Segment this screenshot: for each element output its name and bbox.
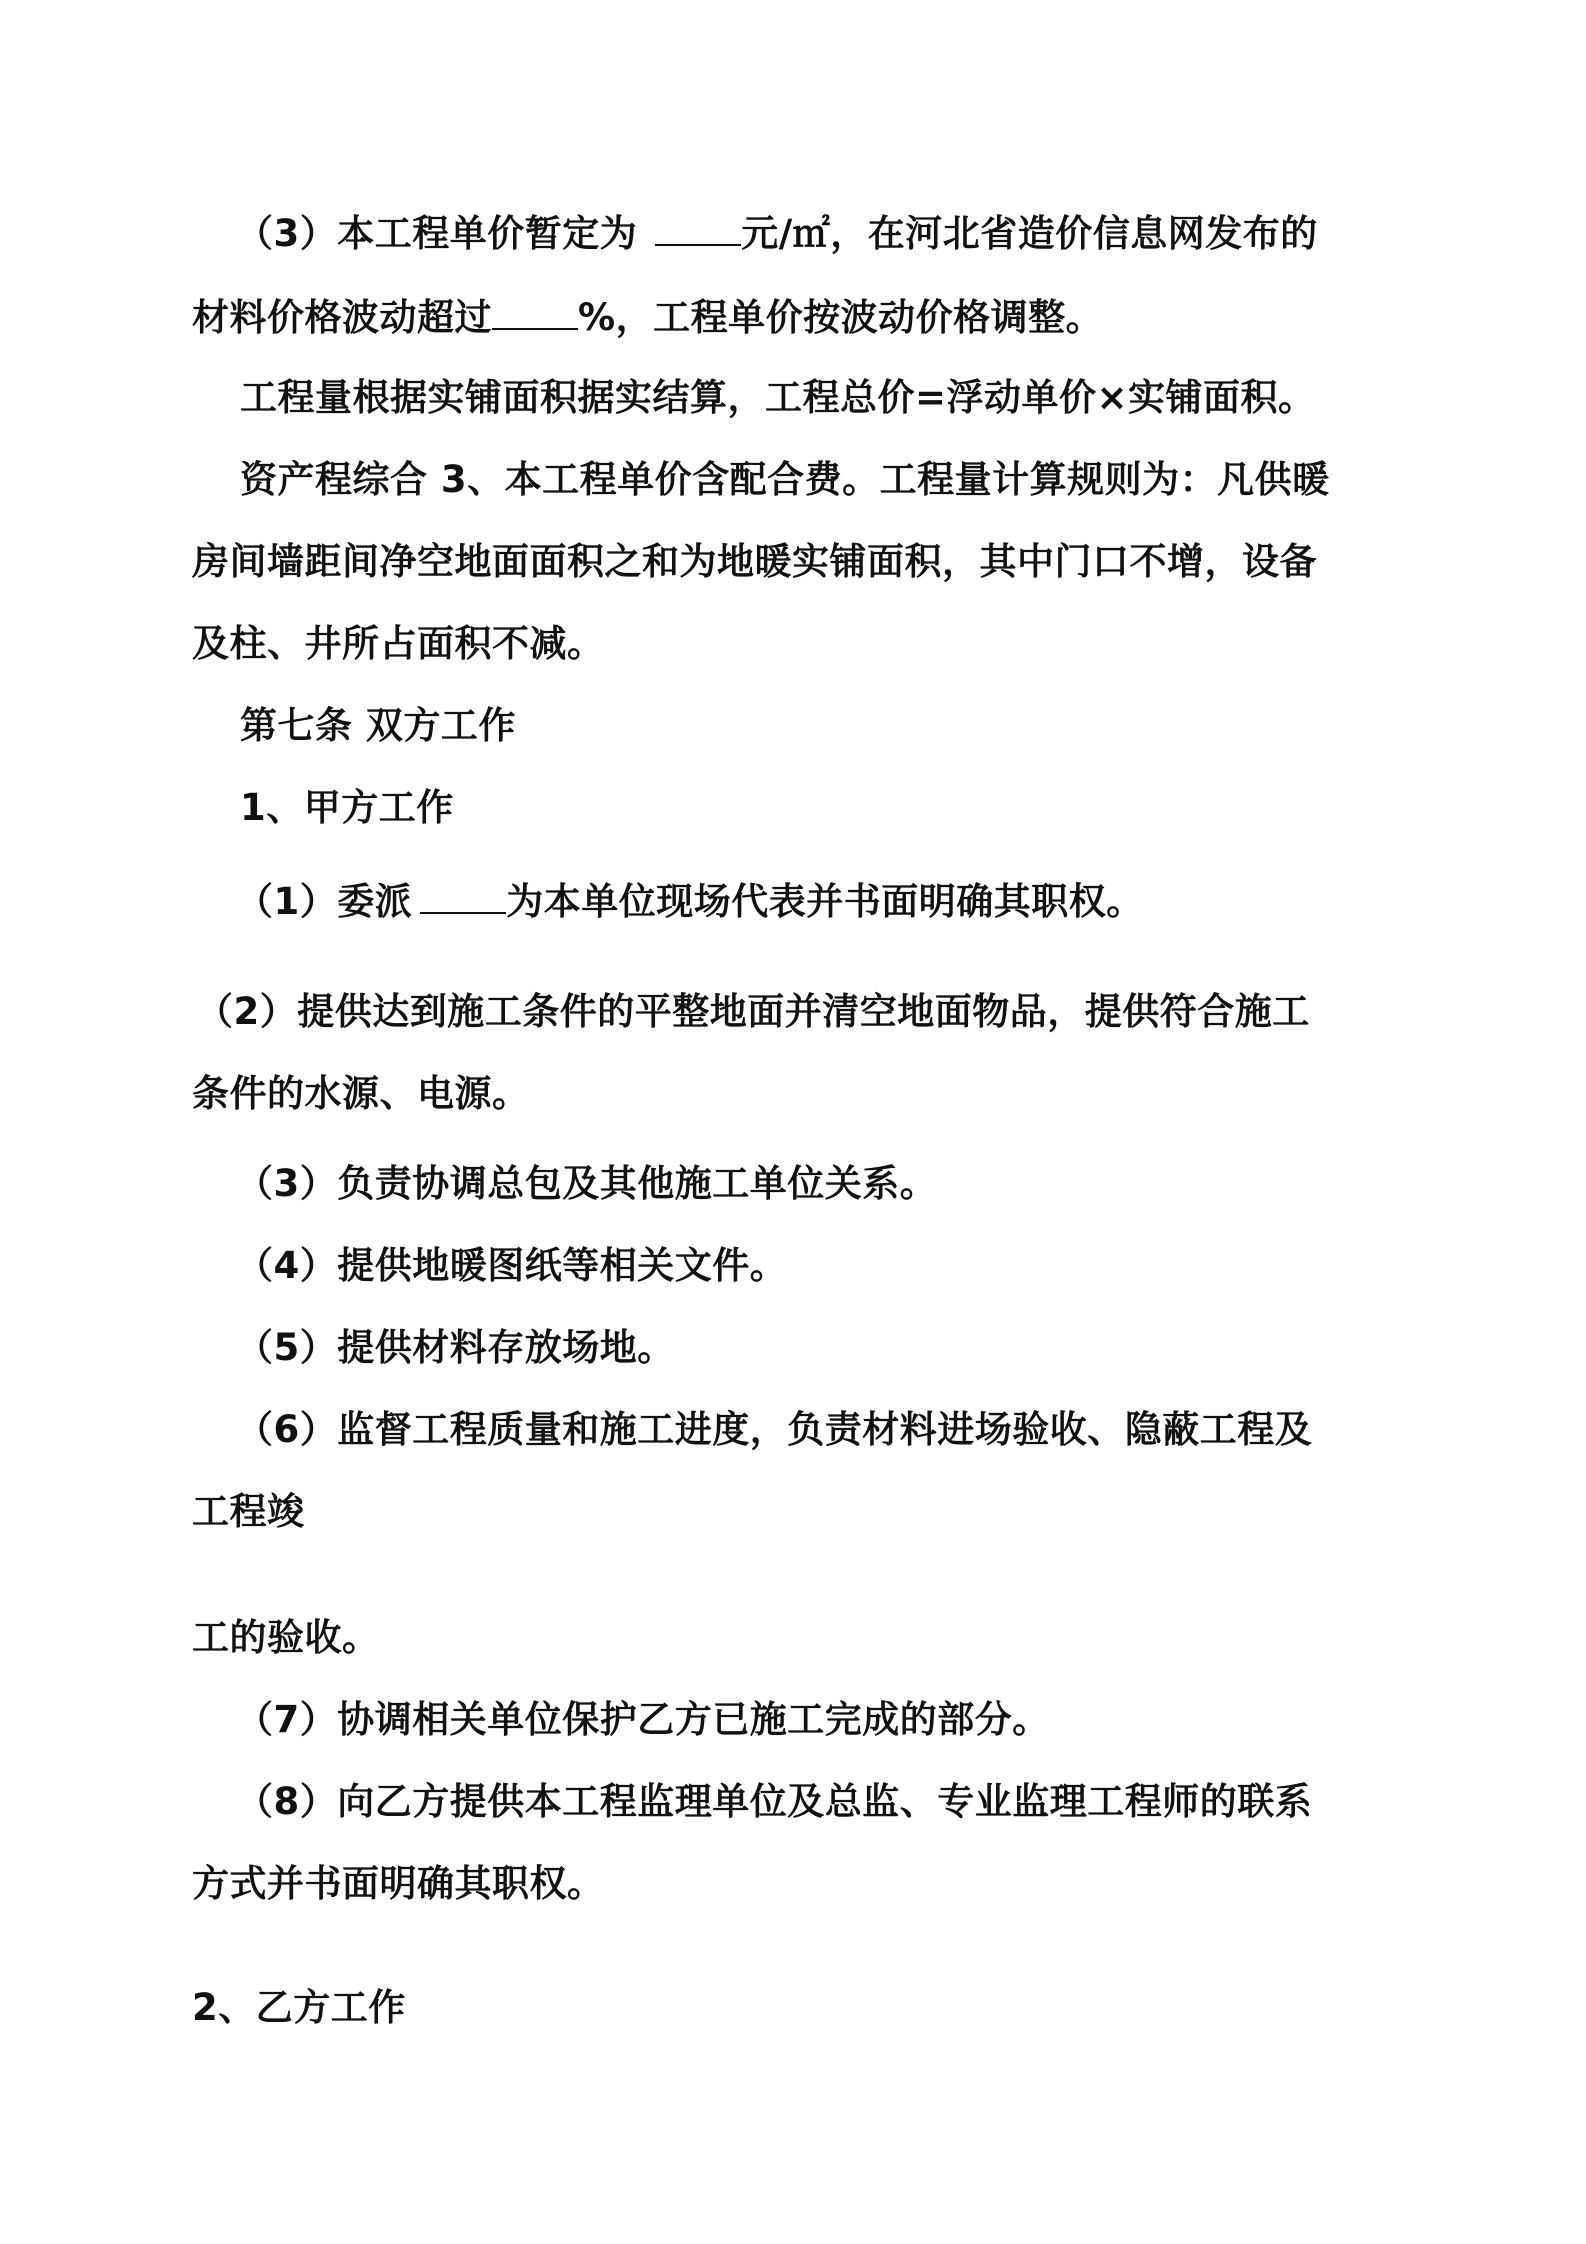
party-a-item-6-line-1: （6）监督工程质量和施工进度，负责材料进场验收、隐蔽工程及 [236, 1408, 1313, 1451]
item-3-text-a: （3）本工程单价暂定为 [236, 212, 638, 255]
unit-price-blank [655, 208, 741, 246]
party-a-item-8-line-2: 方式并书面明确其职权。 [192, 1862, 605, 1905]
paragraph-item-3-line-1 [236, 208, 1586, 258]
party-a-item-6-line-3: 工的验收。 [192, 1616, 380, 1659]
party-a-item-1 [236, 876, 1586, 926]
party-a-item-2-line-2: 条件的水源、电源。 [192, 1072, 530, 1115]
party-a-item-6-line-2: 工程竣 [192, 1490, 305, 1533]
calculation-rule-line-1: 资产程综合 3、本工程单价含配合费。工程量计算规则为：凡供暖 [240, 458, 1330, 501]
item-1-text-b: 为本单位现场代表并书面明确其职权。 [506, 880, 1144, 923]
representative-blank [420, 876, 506, 914]
party-b-heading: 2、乙方工作 [192, 1986, 406, 2029]
article-7-heading: 第七条 双方工作 [240, 704, 516, 747]
fluctuation-percent-blank [492, 292, 578, 330]
item-3-text-d: %，工程单价按波动价格调整。 [578, 296, 1104, 339]
item-3-text-b: 元/㎡，在河北省造价信息网发布的 [741, 212, 1318, 255]
paragraph-item-3-line-2 [192, 292, 1586, 342]
party-a-item-4: （4）提供地暖图纸等相关文件。 [236, 1244, 788, 1287]
party-a-item-5: （5）提供材料存放场地。 [236, 1326, 675, 1369]
party-a-item-7: （7）协调相关单位保护乙方已施工完成的部分。 [236, 1698, 1050, 1741]
party-a-heading: 1、甲方工作 [240, 786, 454, 829]
item-1-text-a: （1）委派 [236, 880, 413, 923]
party-a-item-2-line-1: （2）提供达到施工条件的平整地面并清空地面物品，提供符合施工 [196, 990, 1310, 1033]
calculation-rule-line-2: 房间墙距间净空地面面积之和为地暖实铺面积，其中门口不增，设备 [192, 540, 1317, 583]
party-a-item-8-line-1: （8）向乙方提供本工程监理单位及总监、专业监理工程师的联系 [236, 1780, 1313, 1823]
party-a-item-3: （3）负责协调总包及其他施工单位关系。 [236, 1162, 938, 1205]
calculation-rule-line-3: 及柱、井所占面积不减。 [192, 622, 605, 665]
quantity-settlement-line: 工程量根据实铺面积据实结算，工程总价=浮动单价×实铺面积。 [240, 376, 1316, 419]
item-3-text-c: 材料价格波动超过 [192, 296, 492, 339]
